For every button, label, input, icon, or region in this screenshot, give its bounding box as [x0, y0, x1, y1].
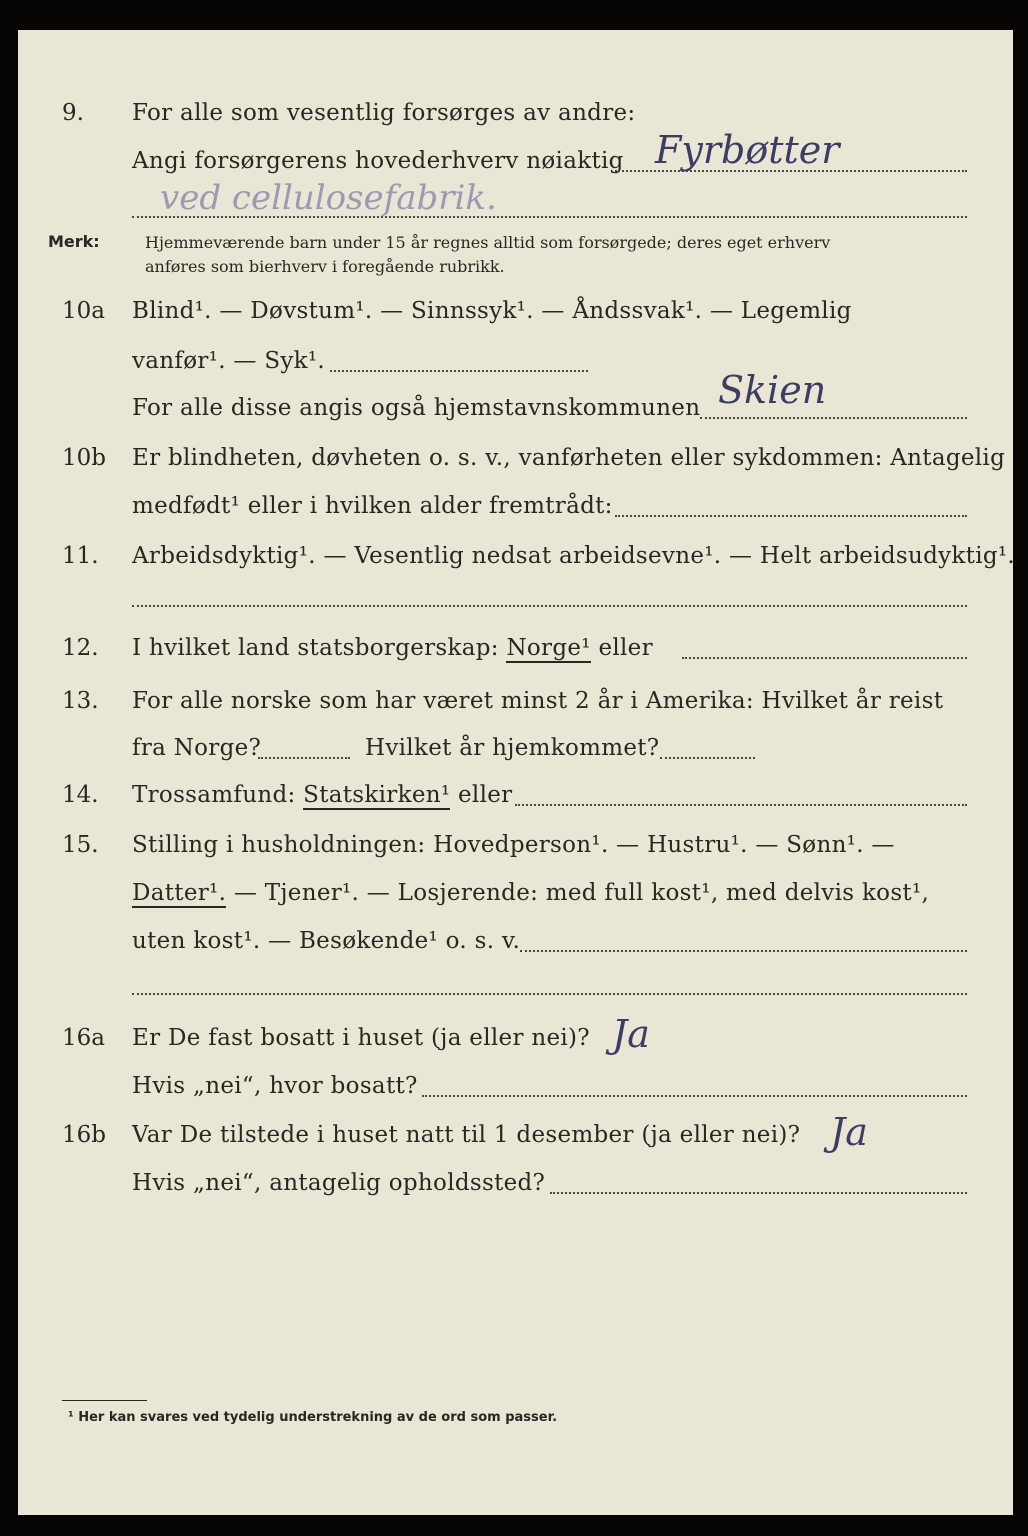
q9-number: 9.	[62, 100, 84, 126]
q9-line1: For alle som vesentlig forsørges av andre:	[132, 100, 636, 126]
q13-number: 13.	[62, 688, 99, 714]
q10b-answer-line	[615, 515, 967, 517]
q12-number: 12.	[62, 635, 99, 661]
q15-answer-line	[520, 950, 967, 952]
q15-answer-line2	[132, 993, 967, 995]
q15-underlined-answer: Datter¹.	[132, 880, 227, 906]
q13-departure-line	[258, 757, 350, 759]
q13-return-line	[660, 757, 755, 759]
q16b-number: 16b	[62, 1122, 106, 1148]
q16b-handwritten-answer: Ja	[830, 1110, 868, 1154]
q16b-line2: Hvis „nei“, antagelig opholdssted?	[132, 1170, 546, 1196]
merk-text-line1: Hjemmeværende barn under 15 år regnes alltid som forsørgede; deres eget erhverv	[145, 233, 831, 252]
q10a-number: 10a	[62, 298, 105, 324]
q13-line1: For alle norske som har været minst 2 år i Amerika: Hvilket år reist	[132, 688, 944, 714]
q10a-municipality-line	[700, 417, 967, 419]
q16a-line1: Er De fast bosatt i huset (ja eller nei)?	[132, 1025, 590, 1051]
q14-underlined-answer: Statskirken¹	[303, 782, 451, 808]
q16b-line1: Var De tilstede i huset natt til 1 desember (ja eller nei)?	[132, 1122, 801, 1148]
q16a-number: 16a	[62, 1025, 105, 1051]
q10a-answer-line	[330, 370, 588, 372]
q12-answer-line	[682, 657, 967, 659]
q9-handwritten-occupation: Fyrbøtter	[655, 128, 840, 172]
q10b-line1: Er blindheten, døvheten o. s. v., vanførheten eller sykdommen: Antagelig	[132, 445, 1006, 471]
q11-answer-line	[132, 605, 967, 607]
q16b-answer-line	[550, 1192, 967, 1194]
merk-label: Merk:	[48, 232, 100, 251]
q15-line2	[132, 880, 929, 906]
footnote-rule	[62, 1400, 147, 1401]
q10a-line1: Blind¹. — Døvstum¹. — Sinnssyk¹. — Åndssvak¹. — Legemlig	[132, 298, 852, 324]
q14-text	[132, 782, 512, 808]
q15-line3: uten kost¹. — Besøkende¹ o. s. v.	[132, 928, 521, 954]
q13-line2b: Hvilket år hjemkommet?	[365, 735, 660, 761]
q12-text	[132, 635, 653, 661]
q15-line1: Stilling i husholdningen: Hovedperson¹. — Hustru¹. — Sønn¹. —	[132, 832, 895, 858]
q16a-line2: Hvis „nei“, hvor bosatt?	[132, 1073, 418, 1099]
q10b-number: 10b	[62, 445, 106, 471]
q14-number: 14.	[62, 782, 99, 808]
q11-number: 11.	[62, 543, 99, 569]
q12-prefix: I hvilket land statsborgerskap:	[132, 635, 499, 661]
q14-suffix: eller	[458, 782, 513, 808]
q13-line2a: fra Norge?	[132, 735, 262, 761]
merk-text-line2: anføres som bierhverv i foregående rubrikk.	[145, 257, 505, 276]
q14-answer-line	[515, 804, 967, 806]
q10a-line3: For alle disse angis også hjemstavnskommunen	[132, 395, 701, 421]
q14-prefix: Trossamfund:	[132, 782, 296, 808]
q10a-handwritten-municipality: Skien	[718, 368, 827, 412]
q16a-handwritten-answer: Ja	[612, 1012, 650, 1056]
footnote: ¹ Her kan svares ved tydelig understrekning av de ord som passer.	[68, 1410, 558, 1425]
q16a-answer-line	[422, 1095, 967, 1097]
q10b-line2: medfødt¹ eller i hvilken alder fremtrådt:	[132, 493, 613, 519]
q10a-line2: vanfør¹. — Syk¹.	[132, 348, 326, 374]
q9-line2: Angi forsørgerens hovederhverv nøiaktig	[132, 148, 624, 174]
q9-handwritten-workplace: ved cellulosefabrik.	[160, 178, 497, 218]
q15-number: 15.	[62, 832, 99, 858]
q15-line2-rest: — Tjener¹. — Losjerende: med full kost¹, med delvis kost¹,	[233, 880, 930, 906]
q12-underlined-answer: Norge¹	[506, 635, 591, 661]
q12-suffix: eller	[598, 635, 653, 661]
q11-line1: Arbeidsdyktig¹. — Vesentlig nedsat arbeidsevne¹. — Helt arbeidsudyktig¹.	[132, 543, 1016, 569]
